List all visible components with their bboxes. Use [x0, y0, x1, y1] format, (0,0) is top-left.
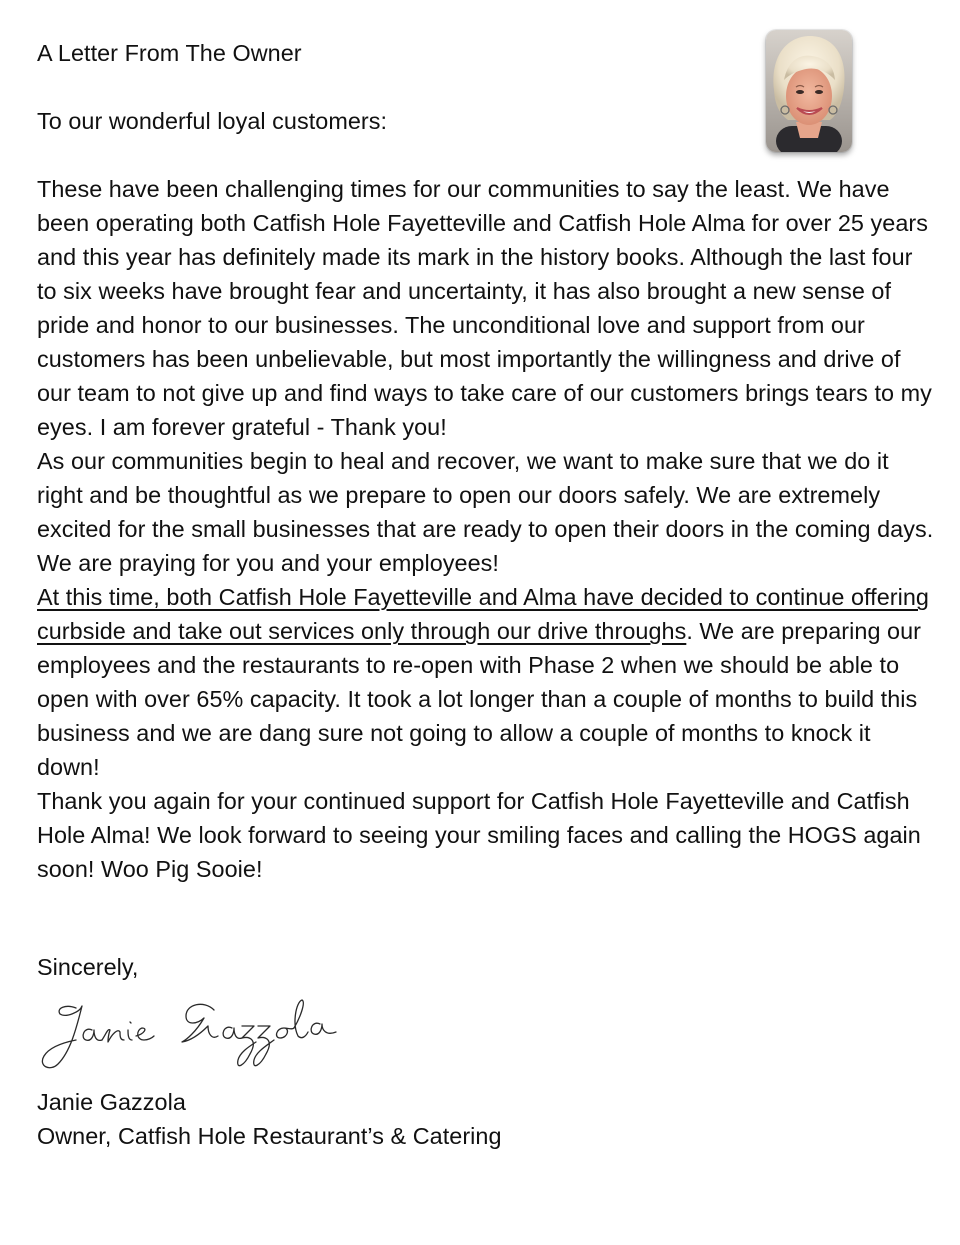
paragraph-challenging-times: These have been challenging times for our communities to say the least. We have been operating both Catfish Hole Fayetteville and Catfish Hole Alma for over 25 years and this year has definitely made its mark in the history books. Although the last four to six weeks have brought fear and uncertainty, it has also brought a new sense of pride and honor to our businesses. The unconditional love and support from our customers has been unbelievable, but most importantly the willingness and drive of our team to not give up and find ways to take care of our customers brings tears to my eyes. I am forever grateful - Thank you! — [37, 176, 932, 440]
handwritten-signature — [36, 990, 356, 1080]
paragraph-communities-recover: As our communities begin to heal and recover, we want to make sure that we do it right and be thoughtful as we prepare to open our doors safely. We are extremely excited for the small businesses that are ready to open their doors in the coming days. We are praying for you and your employees! — [37, 448, 934, 576]
paragraph-thank-you: Thank you again for your continued support for Catfish Hole Fayetteville and Catfish Hole Alma! We look forward to seeing your smiling faces and calling the HOGS again soon! Woo Pig Sooie! — [37, 788, 921, 882]
letter-title: A Letter From The Owner — [37, 40, 302, 66]
paragraph-phase-2: . We are preparing our employees and the restaurants to re-open with Phase 2 when we should be able to open with over 65% capacity. It took a lot longer than a couple of months to build this business and we are dang sure not going to allow a couple of months to knock it down! — [37, 618, 922, 780]
owner-portrait-photo-icon — [766, 30, 852, 152]
letter-body — [37, 172, 937, 886]
signer-title: Owner, Catfish Hole Restaurant’s & Catering — [37, 1123, 502, 1149]
letter-greeting: To our wonderful loyal customers: — [37, 108, 388, 134]
owner-photo — [766, 30, 852, 152]
letter-closing: Sincerely, — [37, 954, 139, 980]
underlined-curbside-notice: At this time, both Catfish Hole Fayetteville and Alma have decided to continue offering curbside and take out services only through our drive throughs — [37, 584, 929, 644]
signer-name: Janie Gazzola — [37, 1089, 186, 1115]
paragraph-curbside-services — [37, 580, 937, 784]
